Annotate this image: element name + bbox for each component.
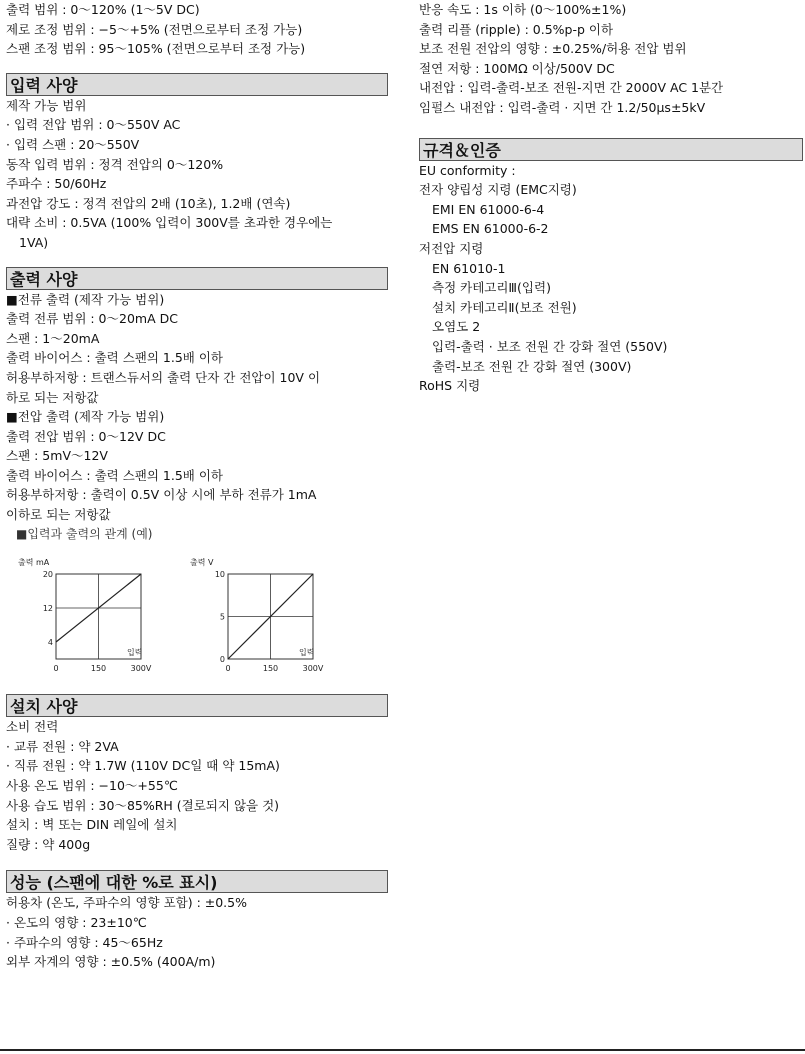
spec-line: 출력 전류 범위 : 0～20mA DC (6, 311, 178, 327)
spec-line: 허용부하저항 : 트랜스듀서의 출력 단자 간 전압이 10V 이 (6, 369, 321, 385)
y-tick-label: 12 (42, 604, 53, 614)
spec-line: · 온도의 영향 : 23±10℃ (6, 915, 147, 930)
spec-line: 보조 전원 전압의 영향 : ±0.25%/허용 전압 범위 (419, 41, 687, 57)
spec-line: 반응 속도 : 1s 이하 (0～100%±1%) (419, 2, 627, 17)
x-tick-label: 150 (90, 664, 107, 674)
spec-line: 임펄스 내전압 : 입력-출력 · 지면 간 1.2/50μs±5kV (419, 99, 706, 115)
spec-line: EU conformity : (419, 162, 516, 178)
span-adjust-line: 스팬 조정 범위 : 95～105% (전면으로부터 조정 가능) (6, 41, 306, 57)
x-tick-label: 150 (262, 664, 279, 674)
y-tick-label: 20 (42, 570, 53, 580)
spec-line: · 교류 전원 : 약 2VA (6, 738, 119, 754)
section-title-output: 출력 사양 (6, 267, 388, 290)
section-title-install: 설치 사양 (6, 694, 388, 717)
spec-line: 동작 입력 범위 : 정격 전압의 0～120% (6, 156, 224, 172)
section-title-performance: 성능 (스팬에 대한 %로 표시) (6, 870, 388, 893)
spec-line: 출력 리플 (ripple) : 0.5%p-p 이하 (419, 21, 614, 37)
spec-line: 하로 되는 저항값 (6, 389, 99, 405)
left-column (6, 0, 388, 972)
spec-line: 오염도 2 (432, 319, 481, 335)
spec-line: 소비 전력 (6, 719, 59, 735)
spec-line: 내전압 : 입력-출력-보조 전원-지면 간 2000V AC 1분간 (419, 80, 724, 96)
spec-line: 설치 카테고리Ⅱ(보조 전원) (432, 299, 577, 315)
spec-line: ■전류 출력 (제작 가능 범위) (6, 291, 165, 307)
spec-line: · 입력 스팬 : 20～550V (6, 136, 140, 152)
y-tick-label: 0 (219, 655, 225, 665)
x-tick-label: 0 (53, 664, 59, 674)
spec-line: 전자 양립성 지령 (EMC지령) (419, 182, 577, 198)
spec-line: 주파수 : 50/60Hz (6, 176, 107, 192)
right-column (419, 0, 803, 396)
spec-line: 절연 저항 : 100MΩ 이상/500V DC (419, 60, 615, 76)
spec-line: 허용부하저항 : 출력이 0.5V 이상 시에 부하 전류가 1mA (6, 487, 317, 503)
chart-caption: ■입력과 출력의 관계 (예) (16, 526, 153, 541)
spec-line: 외부 자계의 영향 : ±0.5% (400A/m) (6, 954, 216, 970)
spec-line: 사용 온도 범위 : −10～+55℃ (6, 778, 178, 794)
spec-line: 1VA) (19, 234, 49, 250)
charts-area (6, 544, 388, 694)
y-tick-label: 10 (214, 570, 225, 580)
spec-line: 저전압 지령 (419, 240, 484, 256)
voltage-output-chart (178, 544, 348, 694)
x-tick-label: 300V (130, 664, 152, 674)
spec-line: ■전압 출력 (제작 가능 범위) (6, 409, 165, 425)
bottom-rule (0, 1049, 805, 1051)
spec-line: 출력 바이어스 : 출력 스팬의 1.5배 이하 (6, 467, 223, 483)
spec-line: EN 61010-1 (432, 260, 506, 276)
spec-line: 설치 : 벽 또는 DIN 레일에 설치 (6, 817, 178, 833)
spec-line: 허용차 (온도, 주파수의 영향 포함) : ±0.5% (6, 895, 247, 911)
spec-line: 측정 카테고리Ⅲ(입력) (432, 280, 551, 296)
x-tick-label: 300V (302, 664, 324, 674)
spec-line: 과전압 강도 : 정격 전압의 2배 (10초), 1.2배 (연속) (6, 195, 291, 211)
x-axis-label: 입력 (127, 648, 143, 658)
y-tick-label: 5 (219, 612, 225, 622)
section-title-input: 입력 사양 (6, 73, 388, 96)
spec-line: 스팬 : 5mV～12V (6, 448, 108, 464)
current-output-chart (6, 544, 176, 694)
spec-line: 스팬 : 1～20mA (6, 330, 100, 346)
spec-line: 출력 전압 범위 : 0～12V DC (6, 428, 166, 444)
spec-line: 사용 습도 범위 : 30～85%RH (결로되지 않을 것) (6, 797, 280, 813)
spec-line: EMI EN 61000-6-4 (432, 201, 545, 217)
spec-line: 제작 가능 범위 (6, 97, 87, 113)
y-axis-label: 출력 V (190, 558, 214, 568)
section-title-certification: 규격＆인증 (419, 138, 803, 161)
zero-adjust-line: 제로 조정 범위 : −5～+5% (전면으로부터 조정 가능) (6, 21, 303, 37)
spec-line: 이하로 되는 저항값 (6, 507, 111, 523)
spec-line: RoHS 지령 (419, 378, 481, 394)
output-range-line: 출력 범위 : 0～120% (1～5V DC) (6, 2, 200, 17)
spec-line: 대략 소비 : 0.5VA (100% 입력이 300V를 초과한 경우에는 (6, 215, 333, 231)
spec-line: 질량 : 약 400g (6, 836, 91, 852)
x-axis-label: 입력 (299, 648, 315, 658)
spec-line: · 주파수의 영향 : 45～65Hz (6, 934, 163, 950)
y-axis-label: 출력 mA (18, 558, 50, 568)
spec-line: 입력-출력 · 보조 전원 간 강화 절연 (550V) (432, 338, 668, 354)
spec-line: 출력-보조 전원 간 강화 절연 (300V) (432, 358, 632, 374)
spec-line: · 입력 전압 범위 : 0～550V AC (6, 117, 181, 133)
spec-line: 출력 바이어스 : 출력 스팬의 1.5배 이하 (6, 350, 223, 366)
spec-line: EMS EN 61000-6-2 (432, 221, 549, 237)
y-tick-label: 4 (47, 638, 53, 648)
x-tick-label: 0 (225, 664, 231, 674)
spec-line: · 직류 전원 : 약 1.7W (110V DC일 때 약 15mA) (6, 758, 280, 774)
